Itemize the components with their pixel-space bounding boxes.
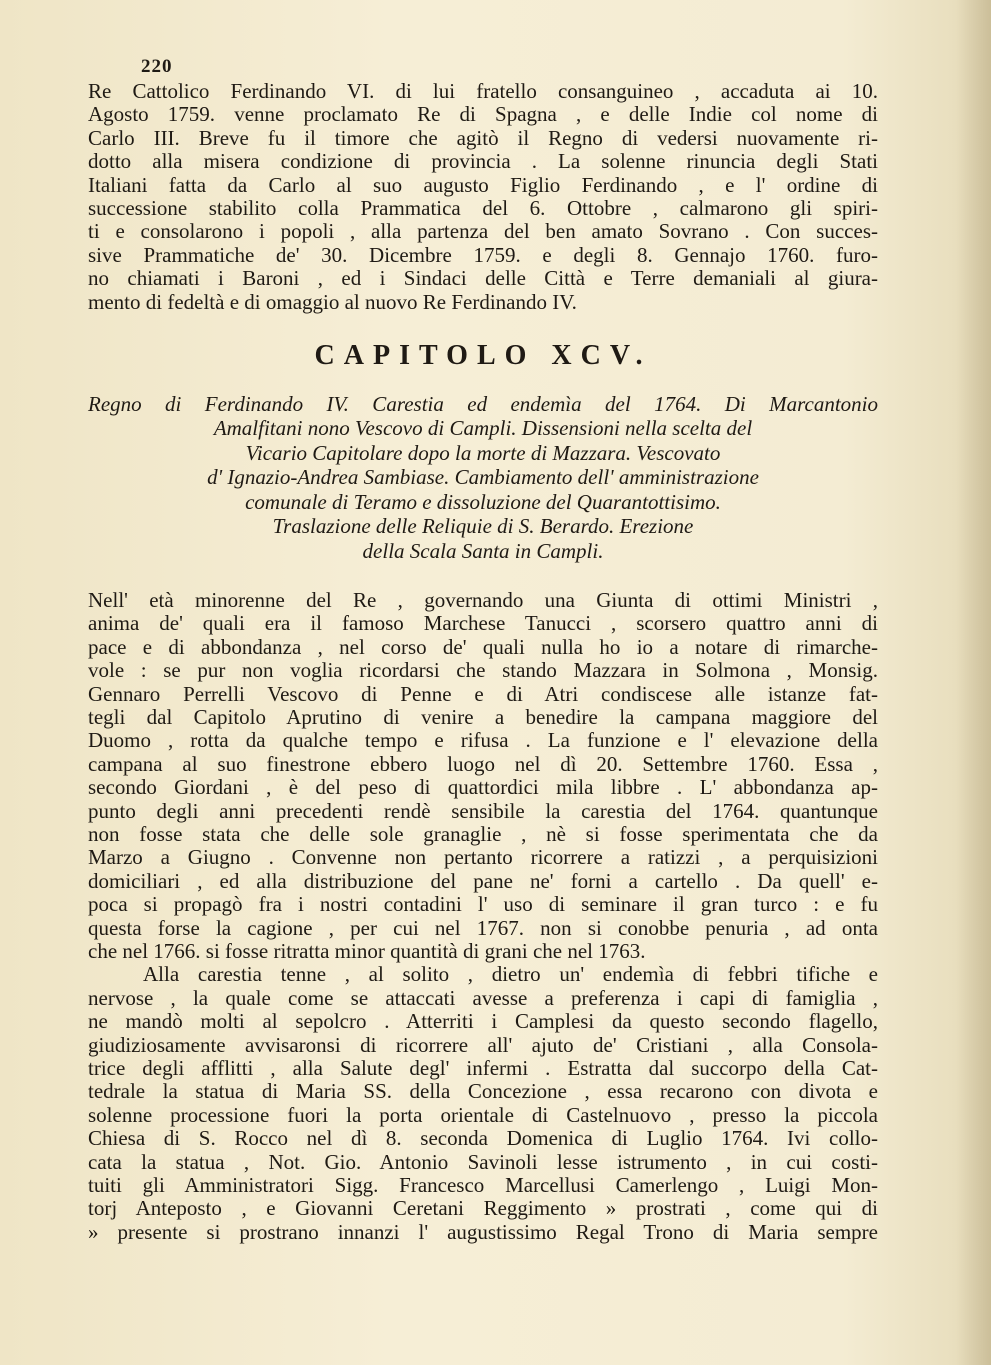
text-line: Chiesa di S. Rocco nel dì 8. seconda Domenica di Luglio 1764. Ivi collo- bbox=[88, 1126, 878, 1151]
text-line: Carlo III. Breve fu il timore che agitò il Regno di vedersi nuovamente ri- bbox=[88, 125, 878, 150]
text-line: Alla carestia tenne , al solito , dietro un' endemìa di febbri tifiche e bbox=[143, 962, 878, 987]
intro-text bbox=[88, 80, 878, 314]
text-line: Re Cattolico Ferdinando VI. di lui fratello consanguineo , accaduta ai 10. bbox=[88, 79, 878, 103]
text-line: no chiamati i Baroni , ed i Sindaci delle Città e Terre demaniali al giura- bbox=[88, 266, 878, 291]
summary-line: d' Ignazio-Andrea Sambiase. Cambiamento dell' amministrazione bbox=[207, 465, 759, 490]
text-line: Gennaro Perrelli Vescovo di Penne e di Atri condiscese alle istanze fat- bbox=[88, 681, 878, 706]
text-line: successione stabilito colla Prammatica del 6. Ottobre , calmarono gli spiri- bbox=[88, 196, 878, 221]
text-line: tuiti gli Amministratori Sigg. Francesco Marcellusi Camerlengo , Luigi Mon- bbox=[88, 1173, 878, 1198]
text-line: mento di fedeltà e di omaggio al nuovo Re Ferdinando IV. bbox=[88, 289, 577, 314]
text-line: dotto alla misera condizione di provincia . La solenne rinuncia degli Stati bbox=[88, 149, 878, 174]
text-line: punto degli anni precedenti rendè sensibile la carestia del 1764. quantunque bbox=[88, 798, 878, 823]
paragraph bbox=[88, 963, 878, 1244]
text-line: ne mandò molti al sepolcro . Atterriti i Camplesi da questo secondo flagello, bbox=[88, 1009, 878, 1034]
text-line: Nell' età minorenne del Re , governando una Giunta di ottimi Ministri , bbox=[88, 587, 878, 612]
text-line: campana al suo finestrone ebbero luogo nel dì 20. Settembre 1760. Essa , bbox=[88, 751, 878, 776]
summary-line: Vicario Capitolare dopo la morte di Mazzara. Vescovato bbox=[245, 440, 721, 465]
summary-line: comunale di Teramo e dissoluzione del Quarantottisimo. bbox=[245, 489, 721, 514]
text-line: domiciliari , ed alla distribuzione del pane ne' forni a cartello . Da quell' e- bbox=[88, 868, 878, 893]
text-line: anima de' quali era il famoso Marchese Tanucci , scorsero quattro anni di bbox=[88, 611, 878, 636]
text-line: questa forse la cagione , per cui nel 1767. non si conobbe penuria , ad onta bbox=[88, 915, 878, 940]
text-line: non fosse stata che delle sole granaglie , nè si fosse sperimentata che da bbox=[88, 821, 878, 846]
text-line: torj Anteposto , e Giovanni Ceretani Reggimento » prostrati , come qui di bbox=[88, 1196, 878, 1221]
chapter-title: CAPITOLO XCV. bbox=[314, 340, 652, 372]
text-line: poca si propagò fra i nostri contadini l' uso di seminare il gran turco : e fu bbox=[88, 892, 878, 917]
text-line: vole : se pur non voglia ricordarsi che stando Mazzara in Solmona , Monsig. bbox=[88, 658, 878, 683]
text-line: solenne processione fuori la porta orientale di Castelnuovo , presso la piccola bbox=[88, 1102, 878, 1127]
text-line: tegli dal Capitolo Aprutino di venire a benedire la campana maggiore del bbox=[88, 704, 878, 729]
summary-line: Amalfitani nono Vescovo di Campli. Dissensioni nella scelta del bbox=[213, 416, 753, 441]
summary-line: Traslazione delle Reliquie di S. Berardo. Erezione bbox=[272, 514, 694, 539]
text-line: nervose , la quale come se attaccati avesse a preferenza i capi di famiglia , bbox=[88, 985, 878, 1010]
text-line: Italiani fatta da Carlo al suo augusto Figlio Ferdinando , e l' ordine di bbox=[88, 172, 878, 197]
text-line: pace e di abbondanza , nel corso de' quali nulla ho io a notare di rimarche- bbox=[88, 634, 878, 659]
page-edge-shadow bbox=[957, 0, 991, 1365]
text-line: tedrale la statua di Maria SS. della Concezione , essa recarono con divota e bbox=[88, 1079, 878, 1104]
text-line: trice degli afflitti , alla Salute degl' infermi . Estratta dal succorpo della Cat- bbox=[88, 1056, 878, 1081]
page-number: 220 bbox=[141, 56, 173, 77]
text-line: cata la statua , Not. Gio. Antonio Savinoli lesse istrumento , in cui costi- bbox=[88, 1149, 878, 1174]
text-block bbox=[88, 56, 878, 1244]
summary-line: della Scala Santa in Campli. bbox=[362, 538, 604, 563]
text-line: » presente si prostrano innanzi l' augustissimo Regal Trono di Maria sempre bbox=[88, 1219, 878, 1244]
text-line: Marzo a Giugno . Convenne non pertanto ricorrere a ratizzi , a perquisizioni bbox=[88, 845, 878, 870]
body-text bbox=[88, 589, 878, 1244]
text-line: Agosto 1759. venne proclamato Re di Spagna , e delle Indie col nome di bbox=[88, 102, 878, 127]
text-line: che nel 1766. si fosse ritratta minor quantità di grani che nel 1763. bbox=[88, 939, 646, 963]
chapter-summary bbox=[88, 392, 878, 563]
text-line: Duomo , rotta da qualche tempo e rifusa . La funzione e l' elevazione della bbox=[88, 728, 878, 753]
text-line: giudiziosamente avvisaronsi di ricorrere all' ajuto de' Cristiani , alla Consola- bbox=[88, 1032, 878, 1057]
text-line: ti e consolarono i popoli , alla partenza del ben amato Sovrano . Con succes- bbox=[88, 219, 878, 244]
summary-line: Regno di Ferdinando IV. Carestia ed endemìa del 1764. Di Marcantonio bbox=[88, 392, 878, 417]
paragraph bbox=[88, 589, 878, 964]
text-line: sive Prammatiche de' 30. Dicembre 1759. e degli 8. Gennajo 1760. furo- bbox=[88, 242, 878, 267]
text-line: secondo Giordani , è del peso di quattordici mila libbre . L' abbondanza ap- bbox=[88, 775, 878, 800]
